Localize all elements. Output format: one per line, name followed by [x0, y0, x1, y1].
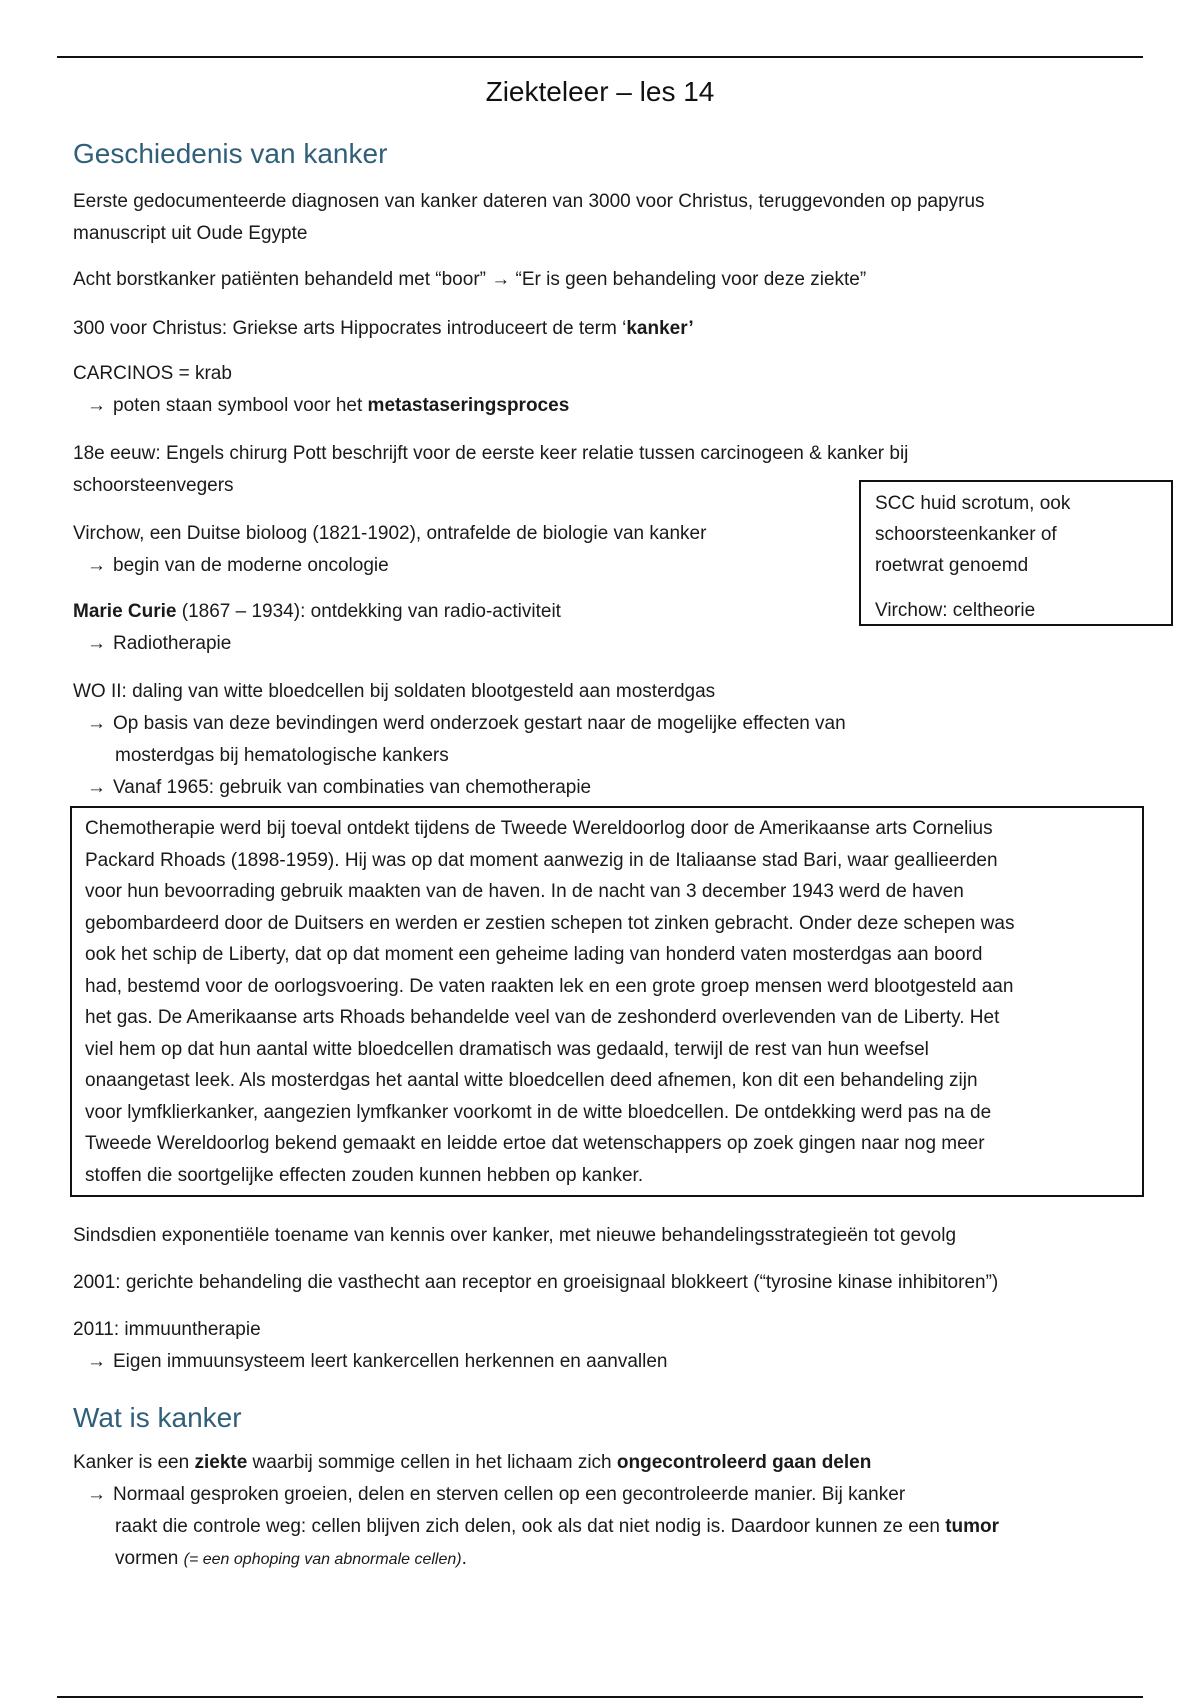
text-line: manuscript uit Oude Egypte [73, 223, 308, 244]
text-line: Eerste gedocumenteerde diagnosen van kanker dateren van 3000 voor Christus, teruggevonden op papyrus [73, 191, 985, 212]
text-line: Virchow, een Duitse bioloog (1821-1902), ontrafelde de biologie van kanker [73, 523, 707, 544]
italic-note: (= een ophoping van abnormale cellen) [183, 1551, 462, 1568]
arrow-line [73, 628, 561, 660]
paragraph-virchow [73, 518, 706, 582]
paragraph-pott [73, 438, 908, 502]
text-line [73, 1511, 999, 1543]
text-line: schoorsteenkanker of [875, 524, 1057, 545]
bold-term: ziekte [194, 1452, 248, 1473]
paragraph-breast-cancer: Acht borstkanker patiënten behandeld met “boor” → “Er is geen behandeling voor deze ziekte” [73, 269, 867, 290]
text-span: Vanaf 1965: gebruik van combinaties van chemotherapie [113, 777, 592, 798]
box-line: had, bestemd voor de oorlogsvoering. De vaten raakten lek en een grote groep mensen werd blootgesteld aan [85, 975, 1014, 997]
arrow-icon: → [87, 633, 106, 654]
bold-term: metastaseringsproces [367, 395, 570, 416]
text-span: Normaal gesproken groeien, delen en sterven cellen op een gecontroleerde manier. Bij kanker [113, 1484, 906, 1505]
bottom-rule [57, 1696, 1143, 1698]
text-span: Op basis van deze bevindingen werd onderzoek gestart naar de mogelijke effecten van [113, 713, 846, 734]
section-heading-history: Geschiedenis van kanker [73, 138, 388, 169]
text-line: 18e eeuw: Engels chirurg Pott beschrijft voor de eerste keer relatie tussen carcinogeen & kanker bij [73, 443, 909, 464]
text-span: (1867 – 1934): ontdekking van radio-activiteit [176, 601, 561, 622]
paragraph-hippocrates [73, 313, 694, 345]
paragraph-carcinos [73, 358, 569, 422]
bold-term: kanker’ [626, 318, 694, 339]
arrow-icon: → [87, 555, 106, 576]
page-title: Ziekteleer – les 14 [485, 76, 715, 107]
bold-term: Marie Curie [73, 601, 177, 622]
text-span: Radiotherapie [113, 633, 232, 654]
arrow-line [73, 550, 706, 582]
text-span: Kanker is een [73, 1452, 195, 1473]
box-line: Tweede Wereldoorlog bekend gemaakt en leidde ertoe dat wetenschappers op zoek gingen naar nog meer [85, 1133, 985, 1154]
box-line: viel hem op dat hun aantal witte bloedcellen dramatisch was gedaald, terwijl de rest van hun weefsel [85, 1038, 929, 1060]
text-span: Eigen immuunsysteem leert kankercellen herkennen en aanvallen [113, 1351, 668, 1372]
section-heading-what-is-cancer: Wat is kanker [73, 1402, 242, 1433]
box-line: het gas. De Amerikaanse arts Rhoads behandelde veel van de zeshonderd overlevenden van de Liberty. Het [85, 1007, 1000, 1028]
arrow-line [73, 1479, 999, 1511]
text-line: schoorsteenvegers [73, 475, 234, 496]
paragraph-first-diagnoses [73, 186, 985, 250]
text-span: . [461, 1548, 467, 1569]
arrow-line [73, 708, 846, 740]
text-line: roetwrat genoemd [875, 555, 1029, 576]
paragraph-2001: 2001: gerichte behandeling die vasthecht aan receptor en groeisignaal blokkeert (“tyrosine kinase inhibitoren”) [73, 1272, 999, 1293]
box-line: Chemotherapie werd bij toeval ontdekt tijdens de Tweede Wereldoorlog door de Amerikaanse arts Cornelius [85, 818, 993, 839]
text-span: waarbij sommige cellen in het lichaam zich [247, 1452, 617, 1473]
box-line: stoffen die soortgelijke effecten zouden kunnen hebben op kanker. [85, 1164, 644, 1186]
top-rule [57, 56, 1143, 58]
text-line: WO II: daling van witte bloedcellen bij soldaten blootgesteld aan mosterdgas [73, 681, 716, 702]
text-line: CARCINOS = krab [73, 363, 232, 384]
box-line: onaangetast leek. Als mosterdgas het aantal witte bloedcellen deed afnemen, kon dit een behandeling zijn [85, 1070, 978, 1091]
text-line: mosterdgas bij hematologische kankers [115, 745, 449, 766]
bold-term: tumor [945, 1516, 1000, 1537]
text-span: 300 voor Christus: Griekse arts Hippocrates introduceert de term ‘ [73, 318, 627, 339]
box-line: Packard Rhoads (1898-1959). Hij was op dat moment aanwezig in de Italiaanse stad Bari, waar geallieerden [85, 849, 998, 871]
bold-term: ongecontroleerd gaan delen [616, 1452, 872, 1473]
text-line [73, 1543, 999, 1576]
arrow-icon: → [87, 1484, 106, 1505]
side-note-box [859, 480, 1173, 626]
arrow-line [73, 772, 846, 804]
arrow-icon: → [87, 395, 106, 416]
paragraph-curie [73, 596, 561, 660]
paragraph-2011 [73, 1314, 668, 1378]
paragraph-wwii [73, 676, 846, 804]
arrow-line [73, 1346, 668, 1378]
arrow-icon: → [87, 1351, 106, 1372]
chemotherapy-history-box [70, 806, 1144, 1197]
text-span: poten staan symbool voor het [113, 395, 368, 416]
arrow-icon: → [87, 777, 106, 798]
text-line: SCC huid scrotum, ook [875, 493, 1071, 514]
text-span: begin van de moderne oncologie [113, 555, 389, 576]
text-span: vormen [115, 1548, 184, 1569]
text-line: Virchow: celtheorie [875, 600, 1036, 621]
box-line: voor hun bevoorrading gebruik maakten van de haven. In de nacht van 3 december 1943 werd de haven [85, 881, 964, 902]
text-span: raakt die controle weg: cellen blijven zich delen, ook als dat niet nodig is. Daardoor kunnen ze een [115, 1516, 946, 1537]
paragraph-knowledge-growth: Sindsdien exponentiële toename van kennis over kanker, met nieuwe behandelingsstrategieën tot gevolg [73, 1225, 957, 1246]
box-line: voor lymfklierkanker, aangezien lymfkanker voorkomt in de witte bloedcellen. De ontdekking werd pas na de [85, 1101, 992, 1123]
paragraph-definition [73, 1447, 999, 1576]
arrow-line [73, 390, 569, 422]
box-line: ook het schip de Liberty, dat op dat moment een geheime lading van honderd vaten mosterdgas aan boord [85, 944, 983, 965]
box-line: gebombardeerd door de Duitsers en werden er zestien schepen tot zinken gebracht. Onder deze schepen was [85, 912, 1015, 934]
text-line: 2011: immuuntherapie [73, 1319, 261, 1340]
arrow-icon: → [87, 713, 106, 734]
